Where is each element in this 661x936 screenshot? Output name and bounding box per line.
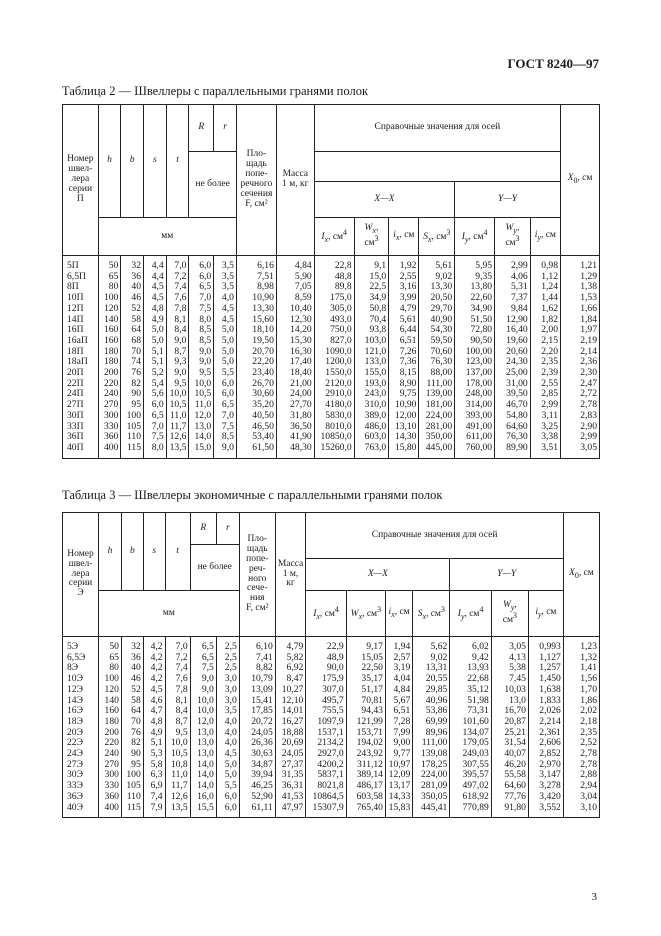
values-t: 7,0 7,2 7,4 7,6 7,8 8,1 8,4 9,0 8,7 9,3 9,0 9,5 10,0 10,5 11,0 11,7 12,6 13,5: [166, 256, 189, 459]
col-header-r: r: [216, 513, 239, 545]
values-iy: 0,993 1,127 1,257 1,450 1,638 1,833 2,026 2,214 2,361 2,606 2,852 2,970 3,147 3,278 3,420 3,552: [528, 637, 563, 818]
values-iy: 0,98 1,12 1,24 1,44 1,62 1,82 2,00 2,15 2,20 2,35 2,39 2,55 2,85 2,99 3,11 3,25 3,38 3,51: [530, 256, 560, 459]
values-mass: 4,84 5,90 7,05 8,59 10,40 12,30 14,20 15,30 16,30 17,40 18,40 21,00 24,00 27,70 31,80 36,50 41,90 48,30: [276, 256, 314, 459]
col-header-mass: Масса 1 м, кг: [276, 105, 314, 256]
values-s: 4,2 4,2 4,2 4,2 4,5 4,6 4,7 4,8 4,9 5,1 5,3 5,8 6,3 6,9 7,4 7,9: [143, 637, 165, 818]
col-header-Iy: $I_y$, $см^4$: [450, 591, 491, 637]
col-header-s: s: [143, 513, 165, 591]
values-Wx: 9,1 15,0 22,5 34,9 50,8 70,4 93,8 103,0 121,0 133,0 155,0 193,0 243,0 310,0 389,0 486,0 603,0 763,0: [354, 256, 389, 459]
table2-caption: Таблица 2 — Швеллеры с параллельными гранями полок: [62, 84, 369, 98]
col-header-reference: Справочные значения для осей: [314, 105, 560, 152]
col-header-Sx: $S_x$, $см^3$: [413, 591, 450, 637]
axis-xx-label: X—X: [314, 182, 454, 218]
col-header-Wy: $W_y$, $см^3$: [491, 591, 528, 637]
col-header-not-more: не более: [190, 545, 239, 591]
values-Sx: 5,62 9,02 13,31 20,55 29,85 40,96 53,86 69,99 89,96 111,00 139,08 178,25 224,00 281,09 350,05 445,41: [413, 637, 450, 818]
values-x0: 1,21 1,29 1,38 1,53 1,66 1,84 1,97 2,19 2,14 2,36 2,30 2,47 2,72 2,78 2,83 2,90 2,99 3,05: [561, 256, 600, 459]
values-Wx: 9,17 15,05 22,50 35,17 51,17 70,81 94,43 121,99 153,71 194,02 243,92 311,12 389,14 486,17 603,58 765,40: [346, 637, 385, 818]
col-header-b: b: [121, 513, 143, 591]
values-area: 6,16 7,51 8,98 10,90 13,30 15,60 18,10 19,50 20,70 22,20 23,40 26,70 30,60 35,20 40,50 46,50 53,40 61,50: [236, 256, 276, 459]
col-header-not-more: не более: [189, 152, 237, 218]
values-r: 2,5 2,5 2,5 3,0 3,0 3,0 3,5 4,0 4,0 4,0 4,5 5,0 5,0 5,5 6,0 6,0: [216, 637, 239, 818]
values-Wy: 2,99 4,06 5,31 7,37 9,84 12,90 16,40 19,60 20,60 24,30 25,00 31,00 39,50 46,70 54,80 64,60 76,30 89,90: [495, 256, 531, 459]
values-x0: 1,23 1,32 1,41 1,56 1,70 1,86 2,02 2,18 2,35 2,52 2,78 2,78 2,88 2,94 3,04 3,10: [563, 637, 599, 818]
axis-yy-label: Y—Y: [455, 182, 561, 218]
standard-header: ГОСТ 8240—97: [507, 56, 599, 71]
col-header-R: R: [190, 513, 216, 545]
values-t: 7,0 7,2 7,4 7,6 7,8 8,1 8,4 8,7 9,5 10,0 10,5 10,8 11,0 11,7 12,6 13,5: [165, 637, 190, 818]
axis-xx-label: X—X: [306, 559, 450, 591]
col-header-Ix: $I_x$, $см^4$: [306, 591, 346, 637]
values-Wy: 3,05 4,13 5,38 7,45 10,03 13,0 16,70 20,87 25,21 31,54 40,07 46,20 55,58 64,60 77,76 91,80: [491, 637, 528, 818]
col-header-Sx: $S_x$, $см^3$: [419, 218, 455, 256]
profile-numbers: 5Э 6,5Э 8Э 10Э 12Э 14Э 16Э 18Э 20Э 22Э 24Э 27Э 30Э 33Э 36Э 40Э: [63, 637, 99, 818]
col-header-Wx: $W_x$, $см^3$: [346, 591, 385, 637]
col-header-R: R: [189, 105, 214, 152]
col-header-t: t: [166, 105, 189, 218]
values-ix: 1,94 2,57 3,19 4,04 4,84 5,67 6,51 7,28 7,99 9,00 9,77 10,97 12,09 13,17 14,33 15,83: [385, 637, 412, 818]
values-Iy: 6,02 9,42 13,93 22,68 35,12 51,98 73,31 101,60 134,07 179,05 249,03 307,55 395,57 497,02 618,92 770,89: [450, 637, 491, 818]
col-header-s: s: [144, 105, 167, 218]
values-area: 6,10 7,41 8,82 10,79 13,09 15,41 17,85 20,72 24,05 26,36 30,63 34,87 39,94 46,25 52,90 61,11: [239, 637, 275, 818]
col-header-h: h: [98, 105, 121, 218]
col-header-number: Номер швел- лера серии Э: [63, 513, 99, 637]
col-header-x0: $X_0$, см: [563, 513, 599, 637]
col-header-ix: $i_x$, см: [389, 218, 419, 256]
values-Sx: 5,61 9,02 13,30 20,50 29,70 40,90 54,30 59,50 70,60 76,30 88,00 111,00 139,00 181,00 224,00 281,00 350,00 445,00: [419, 256, 455, 459]
values-R: 6,0 6,0 6,5 7,0 7,5 8,0 8,5 8,5 9,0 9,0 9,5 10,0 10,5 11,0 12,0 13,0 14,0 15,0: [189, 256, 214, 459]
units-mm: мм: [99, 591, 240, 637]
values-b: 32 36 40 46 52 58 64 68 70 74 76 82 90 95 100 105 110 115: [121, 256, 144, 459]
profile-numbers: 5П 6,5П 8П 10П 12П 14П 16П 16аП 18П 18аП 20П 22П 24П 27П 30П 33П 36П 40П: [63, 256, 99, 459]
values-s: 4,4 4,4 4,5 4,5 4,8 4,9 5,0 5,0 5,1 5,1 5,2 5,4 5,6 6,0 6,5 7,0 7,5 8,0: [144, 256, 167, 459]
table2: [62, 104, 600, 460]
col-header-Iy: $I_y$, $см^4$: [455, 218, 495, 256]
col-header-b: b: [121, 105, 144, 218]
values-R: 6,5 6,5 7,5 9,0 9,0 10,0 10,0 12,0 13,0 13,0 13,0 14,0 14,0 14,0 16,0 15,5: [190, 637, 216, 818]
col-header-t: t: [165, 513, 190, 591]
units-mm: мм: [98, 218, 236, 256]
values-Ix: 22,9 48,9 90,0 175,9 307,0 495,7 755,5 1097,9 1537,1 2134,2 2927,0 4200,2 5837,1 8021,8 10864,5 15307,9: [306, 637, 346, 818]
col-header-number: Номер швел- лера серии П: [63, 105, 99, 256]
values-h: 50 65 80 100 120 140 160 180 200 220 240 270 300 330 360 400: [99, 637, 122, 818]
col-header-iy: $i_y$, см: [530, 218, 560, 256]
axis-yy-label: Y—Y: [450, 559, 564, 591]
table3-caption: Таблица 3 — Швеллеры экономичные с параллельными гранями полок: [62, 488, 443, 502]
col-header-Wx: $W_x$, $см^3$: [354, 218, 389, 256]
col-header-Ix: $I_x$, $см^4$: [314, 218, 354, 256]
col-header-area: Пло- щадь попе- речного сечения F, см²: [236, 105, 276, 256]
values-r: 3,5 3,5 3,5 4,0 4,5 4,5 5,0 5,0 5,0 5,0 5,5 6,0 6,0 6,5 7,0 7,5 8,5 9,0: [214, 256, 237, 459]
col-header-x0: $X_0$, см: [561, 105, 600, 256]
values-Ix: 22,8 48,8 89,8 175,0 305,0 493,0 750,0 827,0 1090,0 1200,0 1550,0 2120,0 2910,0 4180,0 5830,0 8010,0 10850,0 15260,0: [314, 256, 354, 459]
col-header-reference: Справочные значения для осей: [306, 513, 564, 559]
col-header-Wy: $W_y$, $см^3$: [495, 218, 531, 256]
col-header-h: h: [99, 513, 122, 591]
page-number: 3: [591, 891, 597, 903]
col-header-iy: $i_y$, см: [528, 591, 563, 637]
values-mass: 4,79 5,82 6,92 8,47 10,27 12,10 14,01 16,27 18,88 20,69 24,05 27,37 31,35 36,31 41,53 47,97: [275, 637, 306, 818]
table3: [62, 512, 600, 820]
values-h: 50 65 80 100 120 140 160 160 180 180 200 220 240 270 300 330 360 400: [98, 256, 121, 459]
table3-data-row: [63, 637, 600, 818]
col-header-area: Пло- щадь попе- реч- ного сече- ния F, см²: [239, 513, 275, 637]
values-ix: 1,92 2,55 3,16 3,99 4,79 5,61 6,44 6,51 7,26 7,36 8,15 8,90 9,75 10,90 12,00 13,10 14,30 15,80: [389, 256, 419, 459]
values-Iy: 5,95 9,35 13,80 22,60 34,90 51,50 72,80 90,50 100,00 123,00 137,00 178,00 248,00 314,00 393,00 491,00 611,00 760,00: [455, 256, 495, 459]
col-header-mass: Масса 1 м, кг: [275, 513, 306, 637]
col-header-r: r: [214, 105, 237, 152]
col-header-ix: $i_x$, см: [385, 591, 412, 637]
values-b: 32 36 40 46 52 58 64 70 76 82 90 95 100 105 110 115: [121, 637, 143, 818]
table2-data-row: [63, 256, 600, 459]
